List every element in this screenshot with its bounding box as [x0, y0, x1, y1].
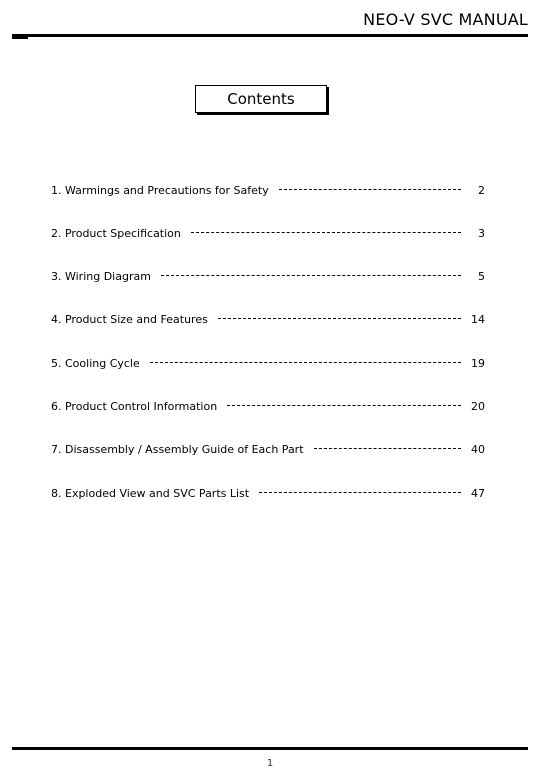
- toc-entry-label: 6. Product Control Information: [51, 399, 218, 413]
- toc-dot-leader: [259, 492, 461, 493]
- toc-entry: [51, 180, 485, 200]
- header-rule-accent: [12, 37, 28, 39]
- toc-dot-leader: [218, 318, 461, 319]
- page-number: 1: [266, 758, 274, 769]
- toc-entry-label: 4. Product Size and Features: [51, 313, 208, 327]
- document-header-title: NEO-V SVC MANUAL: [363, 10, 528, 29]
- header-rule: [12, 34, 528, 37]
- toc-entry-page: 47: [471, 486, 485, 500]
- toc-dot-leader: [314, 448, 461, 449]
- toc-entry-label: 1. Warmings and Precautions for Safety: [51, 183, 269, 197]
- toc-dot-leader: [161, 275, 461, 276]
- toc-entry-label: 8. Exploded View and SVC Parts List: [51, 486, 250, 500]
- toc-dot-leader: [279, 189, 461, 190]
- toc-entry-page: 40: [471, 443, 485, 457]
- toc-entry-page: 5: [478, 270, 485, 284]
- toc-entry: [51, 310, 485, 330]
- toc-entry: [51, 267, 485, 287]
- contents-heading-box: [195, 85, 327, 113]
- toc-entry-label: 5. Cooling Cycle: [51, 356, 140, 370]
- toc-entry-label: 2. Product Specification: [51, 226, 181, 240]
- toc-entry-page: 14: [471, 313, 485, 327]
- toc-entry-label: 7. Disassembly / Assembly Guide of Each Part: [51, 443, 304, 457]
- toc-entry: [51, 353, 485, 373]
- toc-entry: [51, 440, 485, 460]
- table-of-contents: [51, 180, 485, 526]
- toc-entry-page: 3: [478, 226, 485, 240]
- toc-entry-page: 20: [471, 399, 485, 413]
- toc-dot-leader: [227, 405, 461, 406]
- toc-entry-label: 3. Wiring Diagram: [51, 270, 151, 284]
- toc-entry: [51, 396, 485, 416]
- toc-entry-page: 19: [471, 356, 485, 370]
- toc-dot-leader: [150, 362, 461, 363]
- toc-entry: [51, 483, 485, 503]
- contents-heading: Contents: [227, 90, 295, 108]
- footer-rule: [12, 747, 528, 750]
- toc-dot-leader: [191, 232, 461, 233]
- toc-entry: [51, 223, 485, 243]
- toc-entry-page: 2: [478, 183, 485, 197]
